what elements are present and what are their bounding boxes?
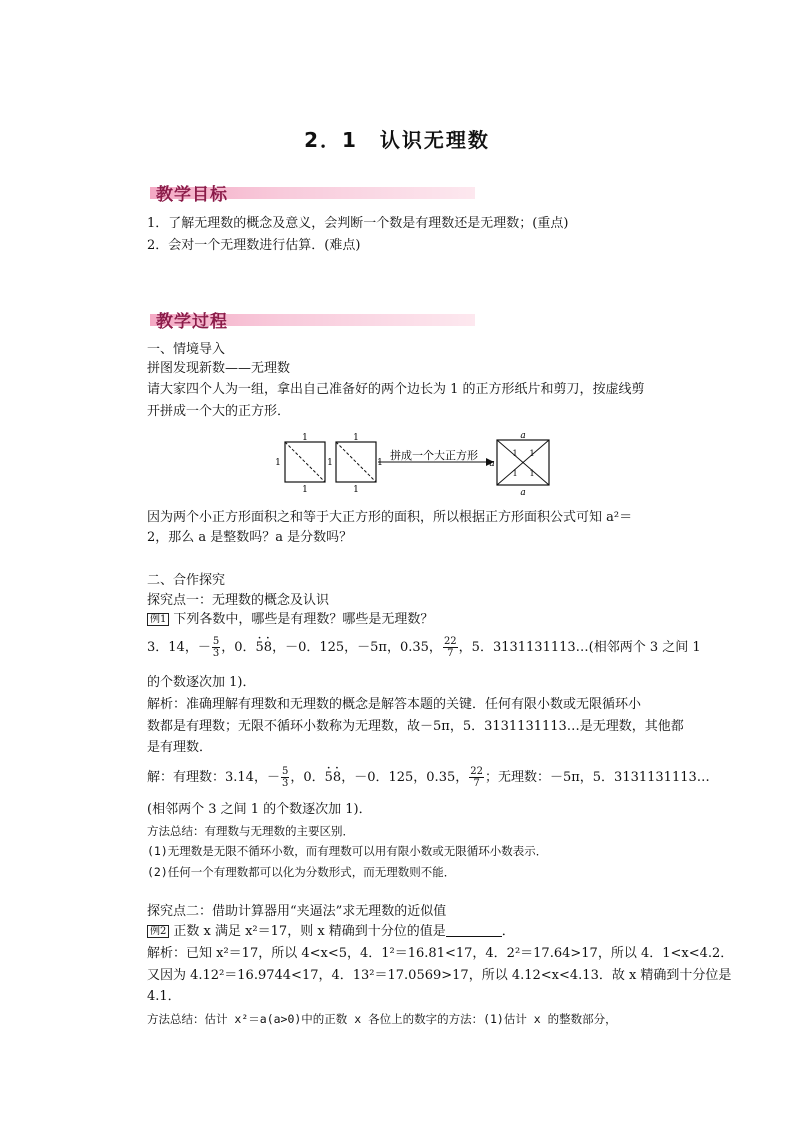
- intro-paragraph-line: 2，那么 a 是整数吗？a 是分数吗？: [147, 530, 353, 545]
- repeating-digit: · 8: [333, 767, 341, 789]
- inner-side-label: 1: [529, 449, 535, 458]
- repeating-digit: · 5: [325, 767, 333, 789]
- square-puzzle-figure: [268, 430, 558, 496]
- denominator: 3: [212, 648, 220, 659]
- separator: ，: [221, 640, 235, 655]
- small-square: [336, 442, 376, 482]
- number: 0．: [234, 640, 256, 655]
- intro-subheading: 拼图发现新数——无理数: [147, 361, 291, 376]
- fraction: [212, 636, 220, 659]
- side-label: 1: [275, 458, 281, 468]
- dashed-cut-line: [336, 442, 376, 482]
- page-title: 2．1 认识无理数: [304, 128, 490, 152]
- goal-item: 1．了解无理数的概念及意义，会判断一个数是有理数还是无理数；(重点): [147, 216, 569, 231]
- intro-paragraph-line: 因为两个小正方形面积之和等于大正方形的面积，所以根据正方形面积公式可知 a²＝: [147, 510, 633, 525]
- big-side-label: a: [489, 459, 495, 469]
- intro-paragraph-line: 开拼成一个大的正方形．: [147, 404, 291, 419]
- number-list: ，－0．125，－5π，0.35，: [272, 640, 442, 655]
- section-banner-process: [150, 307, 475, 332]
- side-label: 1: [302, 433, 308, 443]
- method-summary-2: 方法总结：估计 x²＝a(a>0)中的正数 x 各位上的数字的方法：(1)估计 x 的整数部分，: [147, 1012, 617, 1026]
- intro-paragraph-line: 请大家四个人为一组，拿出自己准备好的两个边长为 1 的正方形纸片和剪刀，按虚线剪: [147, 382, 645, 397]
- banner-label: 教学过程: [156, 312, 228, 332]
- side-label: 1: [353, 485, 359, 495]
- repeating-digit: · 8: [264, 637, 272, 659]
- separator: ，: [290, 770, 304, 785]
- example-2-question: [147, 924, 515, 940]
- analysis-line: 解析：准确理解有理数和无理数的概念是解答本题的关键．任何有限小数或无限循环小: [147, 697, 642, 712]
- fraction: [469, 766, 484, 789]
- big-side-label: a: [520, 431, 526, 441]
- explore-heading: 二、合作探究: [147, 573, 226, 588]
- side-label: 1: [377, 458, 383, 468]
- banner-label: 教学目标: [156, 185, 228, 205]
- method-summary-item: (1)无理数是无限不循环小数，而有理数可以用有限小数或无限循环小数表示．: [147, 844, 548, 858]
- small-square: [285, 442, 325, 482]
- analysis-2-line: 解析：已知 x²＝17，所以 4<x<5，4．1²＝16.81<17，4．2²＝17.64>17，所以 4．1<x<4.2．: [147, 946, 734, 961]
- denominator: 7: [447, 648, 454, 659]
- minus-sign: －: [266, 770, 280, 785]
- number-list: ，5．3131131113…(相邻两个 3 之间 1: [458, 640, 701, 655]
- goal-item: 2．会对一个无理数进行估算．(难点): [147, 238, 361, 253]
- fraction: [281, 766, 289, 789]
- example-tag: 例2: [147, 925, 169, 938]
- side-label: 1: [302, 485, 308, 495]
- method-summary-item: (2)任何一个有理数都可以化为分数形式，而无理数则不能．: [147, 865, 456, 879]
- answer-blank: [446, 924, 502, 937]
- inner-side-label: 1: [529, 469, 535, 478]
- analysis-line: 是有理数．: [147, 740, 213, 755]
- fraction: [443, 636, 458, 659]
- side-label: 1: [353, 433, 359, 443]
- solution-text: ，－0．125，0.35，: [341, 770, 469, 785]
- number-list-line: [147, 636, 701, 659]
- solution-text: 解：有理数：3.14，: [147, 770, 267, 785]
- question-text: 正数 x 满足 x²＝17，则 x 精确到十分位的值是: [173, 924, 446, 939]
- side-label: 1: [327, 458, 333, 468]
- question-end: ．: [501, 924, 515, 939]
- repeating-digit: · 5: [256, 637, 264, 659]
- denominator: 7: [473, 778, 480, 789]
- number: 0．: [303, 770, 325, 785]
- denominator: 3: [281, 778, 289, 789]
- number-list-line-2: 的个数逐次加 1)．: [147, 675, 256, 690]
- big-side-label: a: [520, 488, 526, 496]
- explore-point-2: 探究点二：借助计算器用“夹逼法”求无理数的近似值: [147, 904, 447, 919]
- section-banner-goals: [150, 180, 475, 205]
- inner-side-label: 1: [512, 469, 518, 478]
- analysis-2-line: 又因为 4.12²＝16.9744<17，4．13²＝17.0569>17，所以 4.12<x<4.13．故 x 精确到十分位是: [147, 968, 732, 983]
- solution-line: [147, 766, 710, 789]
- solution-line-2: (相邻两个 3 之间 1 的个数逐次加 1)．: [147, 802, 372, 817]
- example-1-question: [147, 612, 433, 628]
- arrow-label: 拼成一个大正方形: [390, 449, 478, 462]
- method-summary-title: 方法总结：有理数与无理数的主要区别．: [147, 824, 354, 838]
- intro-heading: 一、情境导入: [147, 342, 226, 357]
- numerator: 5: [212, 636, 220, 647]
- numerator: 22: [470, 766, 483, 777]
- inner-side-label: 1: [512, 449, 518, 458]
- solution-text: ；无理数：－5π，5．3131131113…: [484, 770, 710, 785]
- question-text: 下列各数中，哪些是有理数？哪些是无理数？: [173, 612, 434, 627]
- example-tag: 例1: [147, 613, 169, 626]
- analysis-line: 数都是有理数；无限不循环小数称为无理数，故－5π，5．3131131113…是无理数，其他都: [147, 719, 684, 734]
- number: 3．14，: [147, 640, 198, 655]
- numerator: 22: [443, 636, 457, 647]
- numerator: 5: [281, 766, 289, 777]
- explore-point-1: 探究点一：无理数的概念及认识: [147, 593, 330, 608]
- minus-sign: －: [197, 640, 211, 655]
- analysis-2-line: 4.1．: [147, 989, 181, 1004]
- dashed-cut-line: [285, 442, 325, 482]
